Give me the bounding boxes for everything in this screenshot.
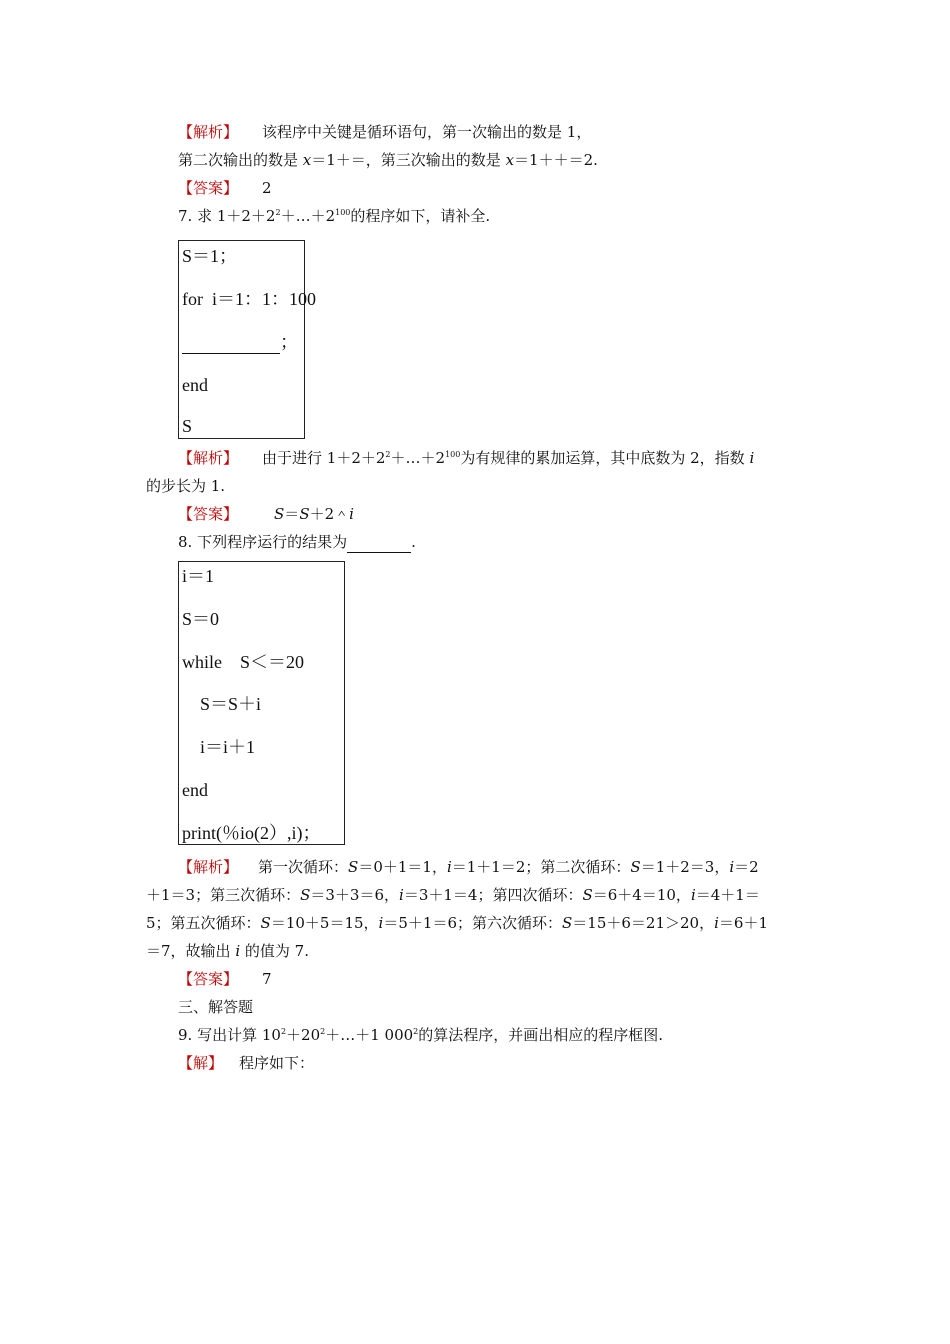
analysis-run: ＝7，故输出 bbox=[146, 942, 236, 960]
analysis-run: ＝4＋1＝ bbox=[695, 886, 760, 904]
analysis-text: ＝1＋＋＝2. bbox=[514, 151, 598, 169]
exponent: 100 bbox=[445, 450, 461, 459]
math-var: i bbox=[378, 914, 384, 932]
code-line: i＝i＋1 bbox=[182, 737, 256, 757]
analysis-run: ＋1＝3；第三次循环： bbox=[146, 886, 301, 904]
math-var: S bbox=[274, 505, 285, 523]
code-line: S bbox=[182, 416, 193, 436]
code-line: S＝S＋i bbox=[182, 694, 262, 714]
analysis-run: ＝6＋4＝10， bbox=[592, 886, 691, 904]
math-var: S bbox=[348, 858, 359, 876]
math-var: i bbox=[690, 886, 696, 904]
analysis-tag: 【解析】 bbox=[178, 858, 239, 876]
question-text: ＋…＋1 000 bbox=[325, 1026, 414, 1044]
math-var: i bbox=[235, 942, 241, 960]
answer-7 bbox=[178, 504, 354, 524]
math-var: i bbox=[714, 914, 719, 932]
code-line: while S＜＝20 bbox=[182, 652, 305, 672]
answer-tag: 【答案】 bbox=[178, 179, 239, 197]
code-box-7 bbox=[178, 240, 316, 439]
math-var: S bbox=[299, 505, 310, 523]
math-var: i bbox=[446, 858, 452, 876]
exponent: 2 bbox=[280, 1027, 287, 1036]
answer-8 bbox=[178, 969, 272, 989]
code-line: S＝0 bbox=[182, 609, 220, 629]
exponent: 2 bbox=[413, 1027, 419, 1036]
analysis-run: ＝3＋1＝4；第四次循环： bbox=[403, 886, 583, 904]
answer-value: 7 bbox=[262, 970, 272, 988]
code-line: i＝1 bbox=[182, 566, 215, 586]
analysis-run: ＝15＋6＝21＞20， bbox=[572, 914, 715, 932]
code-text: ； bbox=[280, 332, 298, 352]
analysis-run: 的值为 7. bbox=[240, 942, 309, 960]
math-var: x bbox=[505, 151, 515, 169]
answer-text: ＝ bbox=[284, 505, 300, 523]
analysis-run: ＝2 bbox=[734, 858, 759, 876]
analysis-8-line3 bbox=[146, 913, 768, 933]
math-var: S bbox=[630, 858, 641, 876]
analysis-6-line2 bbox=[178, 150, 598, 170]
analysis-run: ＝6＋1 bbox=[718, 914, 768, 932]
question-text: 9. 写出计算 10 bbox=[178, 1026, 281, 1044]
analysis-run: ＝10＋5＝15， bbox=[270, 914, 379, 932]
analysis-text: 由于进行 1＋2＋2 bbox=[262, 449, 386, 467]
answer-tag: 【答案】 bbox=[178, 970, 239, 988]
question-text: 7. 求 1＋2＋2 bbox=[178, 207, 276, 225]
question-text: 8. 下列程序运行的结果为 bbox=[178, 533, 348, 551]
analysis-text bbox=[258, 858, 759, 876]
exponent: 2 bbox=[320, 1027, 326, 1036]
answer-tag: 【答案】 bbox=[178, 505, 239, 523]
math-var: S bbox=[260, 914, 271, 932]
code-line: end bbox=[182, 780, 208, 800]
solution-9 bbox=[178, 1053, 314, 1073]
analysis-run: ＝0＋1＝1， bbox=[358, 858, 447, 876]
answer-6 bbox=[178, 178, 272, 198]
math-var: S bbox=[562, 914, 573, 932]
analysis-text bbox=[146, 942, 309, 960]
analysis-text bbox=[146, 886, 760, 904]
solution-tag: 【解】 bbox=[178, 1054, 224, 1072]
exponent: 100 bbox=[335, 208, 351, 217]
analysis-tag: 【解析】 bbox=[178, 449, 239, 467]
code-box-8 bbox=[178, 561, 345, 845]
analysis-text: 的步长为 1. bbox=[146, 477, 226, 495]
question-8 bbox=[178, 532, 416, 553]
section-heading: 三、解答题 bbox=[178, 998, 254, 1016]
analysis-text: 第二次输出的数是 bbox=[178, 151, 303, 169]
question-7 bbox=[178, 206, 490, 226]
analysis-7-line2 bbox=[146, 476, 225, 496]
analysis-8-line4 bbox=[146, 941, 309, 961]
code-line: print(％io(2）,i)； bbox=[182, 823, 321, 843]
math-var: x bbox=[302, 151, 312, 169]
question-text: ＋…＋2 bbox=[280, 207, 336, 225]
math-var: i bbox=[749, 449, 755, 467]
analysis-text: ＋…＋2 bbox=[390, 449, 446, 467]
math-var: S bbox=[582, 886, 593, 904]
solution-text: 程序如下： bbox=[239, 1054, 315, 1072]
analysis-run: ＝5＋1＝6；第六次循环： bbox=[383, 914, 562, 932]
question-text: ＋20 bbox=[286, 1026, 321, 1044]
analysis-6-line1 bbox=[178, 122, 591, 142]
math-var: i bbox=[729, 858, 735, 876]
math-var: i bbox=[399, 886, 404, 904]
analysis-8-line1 bbox=[178, 857, 759, 877]
answer-value: 2 bbox=[262, 179, 272, 197]
question-text: . bbox=[411, 533, 416, 551]
analysis-7-line1 bbox=[178, 448, 754, 468]
exponent: 2 bbox=[385, 450, 391, 459]
analysis-run: 5；第五次循环： bbox=[146, 914, 261, 932]
analysis-run: 第一次循环： bbox=[258, 858, 349, 876]
fill-blank[interactable] bbox=[182, 331, 280, 354]
question-text: 的算法程序，并画出相应的程序框图. bbox=[418, 1026, 664, 1044]
fill-blank[interactable] bbox=[347, 532, 411, 553]
analysis-run: ＝1＋1＝2；第二次循环： bbox=[451, 858, 631, 876]
question-text: 的程序如下，请补全. bbox=[350, 207, 491, 225]
analysis-text: ＝1＋＝，第三次输出的数是 bbox=[311, 151, 506, 169]
analysis-run: ＝1＋2＝3， bbox=[640, 858, 730, 876]
code-line: S＝1； bbox=[182, 246, 238, 266]
code-line: for i＝1：1：100 bbox=[182, 289, 316, 309]
analysis-text: 该程序中关键是循环语句，第一次输出的数是 1， bbox=[262, 123, 592, 141]
analysis-run: ＝3＋3＝6， bbox=[310, 886, 400, 904]
analysis-8-line2 bbox=[146, 885, 760, 905]
code-line-blank bbox=[182, 331, 298, 354]
analysis-tag: 【解析】 bbox=[178, 123, 239, 141]
exponent: 2 bbox=[275, 208, 281, 217]
analysis-text: 为有规律的累加运算，其中底数为 2，指数 bbox=[460, 449, 750, 467]
math-var: i bbox=[349, 505, 354, 523]
question-9 bbox=[178, 1025, 663, 1045]
math-var: S bbox=[300, 886, 311, 904]
answer-text: ＋2＾ bbox=[309, 505, 350, 523]
analysis-text bbox=[146, 914, 768, 932]
code-line: end bbox=[182, 375, 208, 395]
